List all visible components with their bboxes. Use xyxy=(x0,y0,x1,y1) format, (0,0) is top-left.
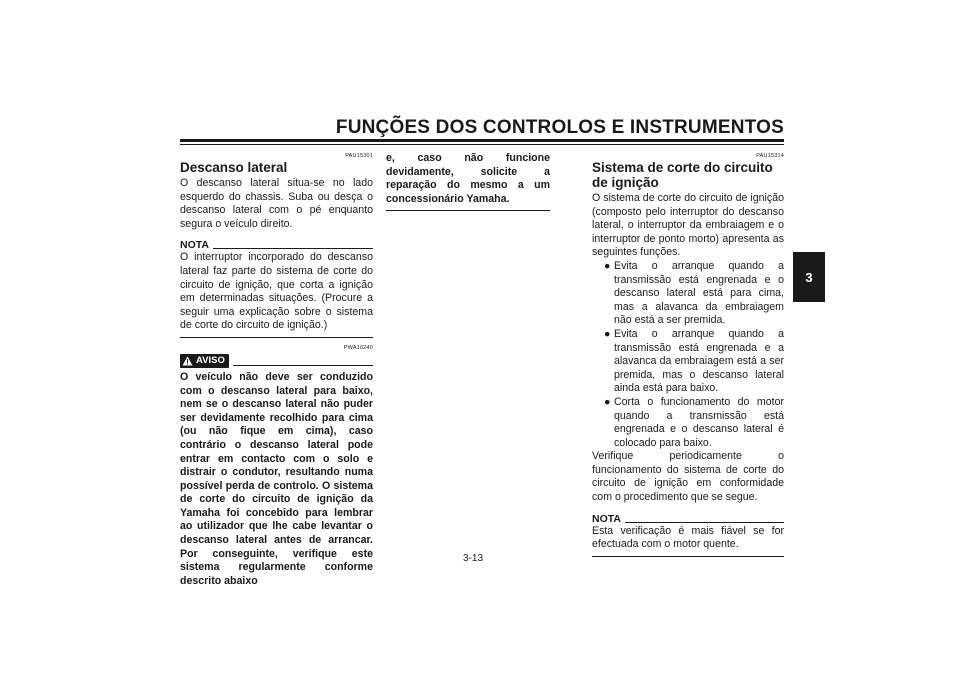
warning-text: O veículo não deve ser conduzido com o descanso lateral para baixo, nem se o descanso lateral não puder ser devidamente recolhido para cima (ou não fique em cima), caso contrário o descanso lateral pode entrar em contacto com o solo e distrair o condutor, resultando numa possível perda de controlo. O sistema de corte do circuito de ignição da Yamaha foi concebido para lembrar ao utilizador que lhe cabe levantar o descanso lateral antes de arrancar. Por conseguinte, verifique este sistema regularmente conforme descrito abaixo xyxy=(180,370,373,587)
warning-rule xyxy=(233,365,373,366)
column-left xyxy=(180,152,373,588)
section-intro: O sistema de corte do circuito de ignição (composto pelo interruptor do descanso lateral, o interruptor da embraiagem e o interruptor de ponto morto) apresenta as seguintes funções. xyxy=(592,192,784,259)
function-list xyxy=(592,260,784,450)
list-item-text: Corta o funcionamento do motor quando a transmissão está engrenada e o descanso lateral é colocado para baixo. xyxy=(614,395,784,449)
bullet-dot-icon: ● xyxy=(604,327,611,340)
list-item xyxy=(604,396,784,450)
page-header-title: FUNÇÕES DOS CONTROLOS E INSTRUMENTOS xyxy=(335,117,784,138)
section-body: O descanso lateral situa-se no lado esquerdo do chassis. Suba ou desça o descanso lateral com o pé enquanto segura o veículo direito. xyxy=(180,177,373,230)
warning-triangle-icon xyxy=(182,356,193,366)
list-item-text: Evita o arranque quando a transmissão está engrenada e a alavanca da embraiagem está a ser premida, mas o descanso lateral ainda está para baixo. xyxy=(614,327,784,395)
warning-label: AVISO xyxy=(196,355,225,367)
warning-header xyxy=(180,354,373,368)
note-label: NOTA xyxy=(592,512,621,525)
warning-code: PWA10240 xyxy=(343,344,373,351)
warning-end-rule xyxy=(386,210,550,211)
warning-badge xyxy=(180,354,229,368)
note-text: Esta verificação é mais fiável se for efectuada com o motor quente. xyxy=(592,524,784,551)
note-header xyxy=(592,513,784,525)
chapter-tab: 3 xyxy=(793,252,825,302)
section-code: PAU15314 xyxy=(756,153,784,159)
bullet-dot-icon: ● xyxy=(604,259,611,272)
column-right xyxy=(592,152,784,557)
section-body: Verifique periodicamente o funcionamento do sistema de corte do circuito de ignição em conformidade com o procedimento que se segue. xyxy=(592,450,784,504)
section-title: Sistema de corte do circuito de ignição xyxy=(592,160,773,190)
warning-text-continued: e, caso não funcione devidamente, solicite a reparação do mesmo a um concessionário Yamaha. xyxy=(386,152,550,205)
header-rule-thin xyxy=(180,144,784,145)
column-middle xyxy=(386,152,550,211)
note-end-rule xyxy=(180,337,373,338)
list-item-text: Evita o arranque quando a transmissão está engrenada e o descanso lateral está para cima, mas a alavanca da embraiagem não está a ser premida. xyxy=(614,259,784,327)
list-item xyxy=(604,328,784,396)
note-text: O interruptor incorporado do descanso lateral faz parte do sistema de corte do circuito de ignição, que corta a ignição em determinadas situações. (Procure a seguir uma explicação sobre o sistema de corte do circuito de ignição.) xyxy=(180,251,373,332)
note-header xyxy=(180,239,373,251)
header-rule xyxy=(180,139,784,142)
bullet-dot-icon: ● xyxy=(604,395,611,408)
note-rule xyxy=(625,522,784,523)
note-rule xyxy=(213,248,373,249)
note-label: NOTA xyxy=(180,239,209,252)
list-item xyxy=(604,260,784,328)
page-number: 3-13 xyxy=(463,553,484,564)
section-code: PAU15301 xyxy=(345,153,373,159)
section-title: Descanso lateral xyxy=(180,160,288,175)
note-end-rule xyxy=(592,556,784,557)
